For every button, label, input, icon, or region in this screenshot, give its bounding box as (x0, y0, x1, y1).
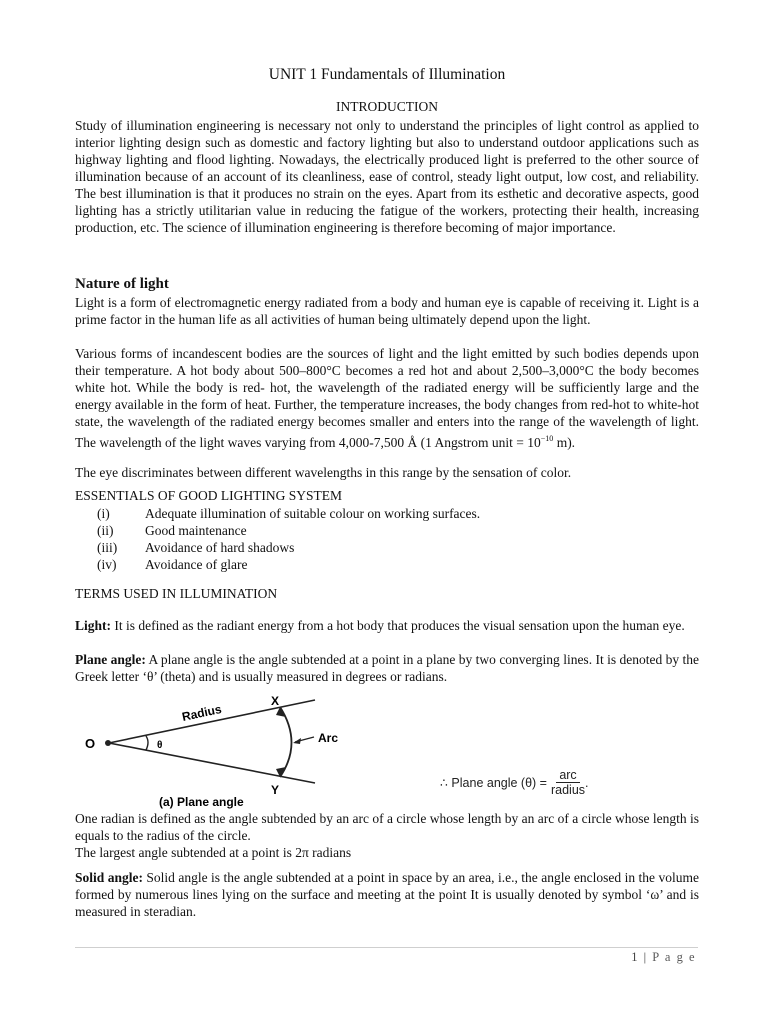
origin-point (105, 740, 111, 746)
list-item: (ii) Good maintenance (97, 523, 247, 538)
origin-label: O (85, 736, 96, 751)
document-title: UNIT 1 Fundamentals of Illumination (268, 66, 506, 83)
nature-of-light-heading: Nature of light (75, 276, 169, 292)
list-item: (iii) Avoidance of hard shadows (97, 540, 295, 555)
theta-arc (146, 736, 148, 750)
arc-curve (280, 707, 292, 777)
nature-paragraph-1: Light is a form of electromagnetic energy radiated from a body and human eye is capable of receiving it. Light is a prime factor in the human life as all activities of human being ultimately depend upon the light. (75, 295, 699, 327)
radian-definition: One radian is defined as the angle subtended by an arc of a circle whose length by an arc of a circle whose length is equals to the radius of the circle. (75, 811, 699, 843)
largest-angle-text: The largest angle subtended at a point is 2π radians (75, 845, 352, 860)
plane-angle-diagram (75, 690, 375, 810)
arc-label: Arc (318, 731, 339, 745)
essentials-heading: ESSENTIALS OF GOOD LIGHTING SYSTEM (75, 488, 343, 503)
light-definition: Light: It is defined as the radiant energy from a hot body that produces the visual sensation upon the human eye. (75, 618, 685, 633)
lower-line (109, 743, 315, 783)
list-item: (i) Adequate illumination of suitable colour on working surfaces. (97, 506, 481, 521)
solid-angle-definition: Solid angle: Solid angle is the angle subtended at a point in space by an area, i.e., the angle enclosed in the volume formed by numerous lines lying on the surface and meeting at the point It is usually denoted by symbol ‘ω’ and is measured in steradian. (75, 870, 699, 919)
essentials-list (97, 505, 480, 573)
introduction-paragraph: Study of illumination engineering is necessary not only to understand the principles of light control as applied to interior lighting design such as domestic and factory lighting but also to understand outdoor applications such as highway lighting and flood lighting. Nowadays, the electrically produced light is preferred to the other source of illumination because of an account of its cleanliness, ease of control, steady light output, low cost, and reliability. The best illumination is that it produces no strain on the eyes. Apart from its esthetic and decorative aspects, good lighting has a strictly utilitarian value in reducing the fatigue of the workers, protecting their health, increasing production, etc. The science of illumination engineering is therefore becoming of major importance. (75, 118, 699, 235)
theta-label: θ (157, 740, 163, 751)
diagram-caption: (a) Plane angle (159, 795, 244, 809)
radius-label: Radius (180, 701, 223, 724)
exponent: −10 (540, 434, 554, 443)
nature-paragraph-3: The eye discriminates between different wavelengths in this range by the sensation of color. (75, 465, 572, 480)
introduction-heading: INTRODUCTION (336, 99, 438, 114)
list-item: (iv) Avoidance of glare (97, 557, 248, 572)
footer-divider (75, 947, 698, 948)
terms-heading: TERMS USED IN ILLUMINATION (75, 586, 278, 601)
plane-angle-formula: ∴ Plane angle (θ) = $\frac{\text{arc}}{\text{radius}}$ . (440, 768, 589, 797)
x-label: X (271, 694, 280, 708)
nature-paragraph-2: Various forms of incandescent bodies are the sources of light and the light emitted by such bodies depends upon their temperature. A hot body about 500–800°C becomes a red hot and about 2,500–3,000°C the body becomes white hot. While the body is red- hot, the wavelength of the radiated energy will be sufficiently large and the energy available in the form of heat. Further, the temperature increases, the body changes from red-hot to white-hot state, the wavelength of the radiated energy becomes smaller and enters into the range of the wavelength of light. The wavelength of the light waves varying from 4,000-7,500 Å (1 Angstrom unit = $10^{-10}$ m). (75, 346, 699, 450)
plane-angle-definition: Plane angle: A plane angle is the angle subtended at a point in a plane by two converging lines. It is denoted by the Greek letter ‘θ’ (theta) and is usually measured in degrees or radians. (75, 652, 699, 684)
page-footer: 1 | P a g e (631, 950, 696, 964)
y-label: Y (271, 783, 280, 797)
